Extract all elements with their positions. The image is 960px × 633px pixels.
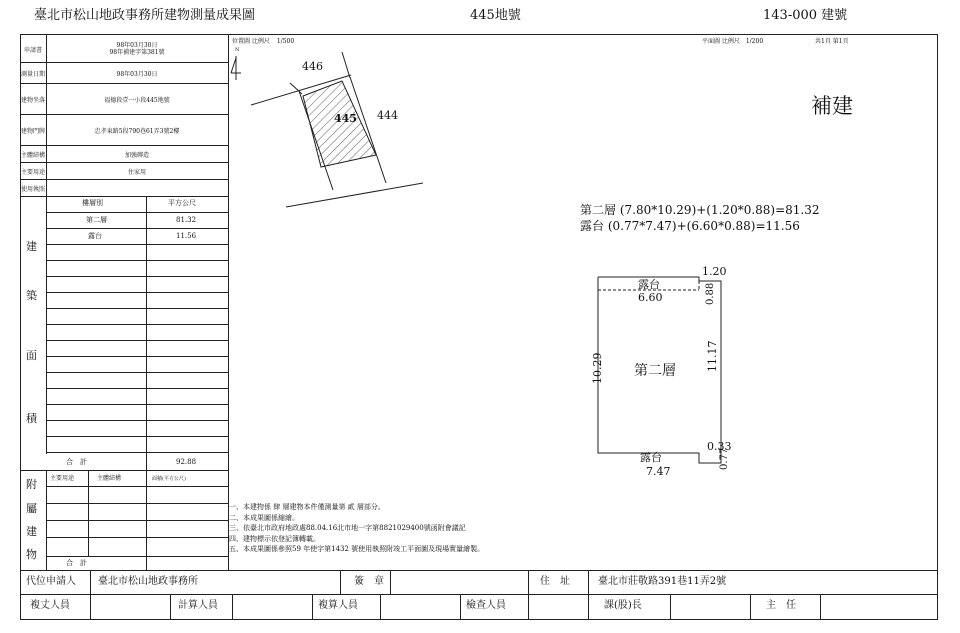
building-number: 143-000 建號 bbox=[763, 8, 848, 23]
note-line: 三、依臺北市政府地政處88.04.16北市地一字第8821029400號函附會議記 bbox=[229, 524, 466, 532]
area-grid-line bbox=[46, 388, 228, 389]
info-value-2: 98年補建字第381號 bbox=[109, 49, 165, 56]
info-label: 建物門牌 bbox=[20, 127, 45, 135]
dim-bottom-right-v: 0.77 bbox=[719, 447, 730, 470]
annex-grid-line bbox=[46, 486, 228, 487]
page-title: 臺北市松山地政事務所建物測量成果圖 bbox=[34, 8, 256, 23]
area-grid-line bbox=[46, 356, 228, 357]
annex-side-char: 物 bbox=[26, 548, 37, 561]
area-grid-line bbox=[46, 372, 228, 373]
info-row-structure bbox=[20, 146, 228, 162]
area-total-label: 合 計 bbox=[66, 458, 87, 466]
dim-right: 11.17 bbox=[706, 340, 719, 372]
staff-label: 課(股)長 bbox=[604, 600, 642, 611]
annex-total-label: 合 計 bbox=[66, 559, 87, 567]
area-grid-line bbox=[46, 244, 228, 245]
annex-col-area: 面積(平方公尺) bbox=[152, 476, 186, 482]
annex-side-char: 附 bbox=[26, 478, 37, 491]
info-value: 98年03月30日 bbox=[116, 41, 158, 49]
info-label: 主要用途 bbox=[20, 168, 45, 176]
dim-bottom-right: 0.33 bbox=[707, 440, 732, 453]
annex-col-struct: 主體結構 bbox=[97, 475, 122, 482]
plan-scale-label: 平面圖 比例尺 1/200 bbox=[702, 38, 764, 45]
info-label: 申請書 bbox=[23, 46, 42, 54]
area-grid-line bbox=[46, 308, 228, 309]
info-value: 98年03月30日 bbox=[116, 70, 158, 78]
area-grid-line bbox=[46, 436, 228, 437]
info-value: 忠孝東路5段790巷61弄3號2樓 bbox=[94, 127, 180, 135]
annex-grid-line bbox=[46, 503, 228, 504]
staff-label: 主 任 bbox=[766, 600, 796, 611]
annex-col-use: 主要用途 bbox=[50, 475, 75, 482]
area-grid-line bbox=[46, 420, 228, 421]
area-grid-line bbox=[46, 260, 228, 261]
parcel-label: 445 bbox=[334, 112, 357, 125]
note-line: 四、建物標示依登記簿轉載。 bbox=[229, 534, 320, 543]
area-grid-line bbox=[46, 228, 228, 229]
annex-grid-line bbox=[46, 537, 228, 538]
info-value: 福德段壹一小段445地號 bbox=[104, 96, 170, 104]
terrace-top-label: 露台 bbox=[638, 278, 660, 291]
note-line: 一、本建物係 肆 層建物本件僅測量第 貳 層部分。 bbox=[229, 503, 385, 511]
area-col-sqm: 平方公尺 bbox=[168, 199, 196, 207]
info-row-usage bbox=[20, 163, 228, 179]
area-grid-line bbox=[46, 324, 228, 325]
annex-grid-line bbox=[46, 556, 228, 557]
info-row-location bbox=[20, 84, 228, 114]
info-row-survey-date bbox=[20, 63, 228, 83]
note-line: 五、本成果圖係參照59 年使字第1432 號使用執照附竣工平面圖及現場實量繪製。 bbox=[229, 545, 485, 553]
dim-top-right: 0.88 bbox=[705, 282, 716, 305]
map-scale-label: 位置圖 比例尺 1/500 bbox=[232, 38, 295, 45]
info-label: 測量日期 bbox=[20, 70, 45, 78]
area-grid-line bbox=[46, 340, 228, 341]
info-value: 住家用 bbox=[127, 168, 146, 176]
area-grid-line bbox=[46, 292, 228, 293]
area-floor: 第二層 bbox=[86, 216, 107, 224]
area-col-floor: 樓層別 bbox=[82, 199, 103, 207]
info-label: 使用執照 bbox=[20, 185, 45, 193]
parcel-label: 446 bbox=[302, 60, 323, 73]
dim-left: 10.29 bbox=[591, 352, 604, 384]
supplement-stamp: 補建 bbox=[811, 94, 853, 118]
area-grid-line bbox=[46, 276, 228, 277]
annex-side-char: 屬 bbox=[26, 502, 37, 515]
note-line: 二、本成果圖係縮繪。 bbox=[229, 513, 299, 522]
area-total-value: 92.88 bbox=[176, 458, 197, 466]
lot-number: 445地號 bbox=[470, 8, 521, 23]
area-value: 81.32 bbox=[176, 216, 197, 224]
area-side-char: 建 bbox=[26, 240, 37, 253]
page-indicator: 共1頁 第1頁 bbox=[815, 38, 849, 45]
room-label: 第二層 bbox=[634, 363, 676, 379]
terrace-bottom-label: 露台 bbox=[640, 451, 662, 464]
area-floor: 露台 bbox=[88, 232, 102, 240]
notes bbox=[229, 502, 484, 555]
area-formula: 露台 (0.77*7.47)+(6.60*0.88)=11.56 bbox=[580, 219, 800, 233]
address-value: 臺北市莊敬路391巷11弄2號 bbox=[598, 576, 727, 587]
info-label: 建物坐落 bbox=[20, 96, 45, 104]
staff-label: 檢查人員 bbox=[466, 600, 506, 611]
dim-top: 1.20 bbox=[702, 265, 727, 278]
area-side-char: 築 bbox=[26, 289, 37, 302]
area-grid-line bbox=[46, 212, 228, 213]
north-arrow-icon bbox=[231, 56, 241, 80]
parcel-label: 444 bbox=[377, 109, 398, 122]
area-grid-line bbox=[46, 404, 228, 405]
area-side-char: 積 bbox=[26, 412, 37, 425]
seal-label: 簽 章 bbox=[354, 576, 384, 587]
staff-label: 複丈人員 bbox=[30, 600, 70, 611]
staff-label: 計算人員 bbox=[178, 600, 218, 611]
info-row-address bbox=[20, 115, 228, 145]
staff-label: 複算人員 bbox=[318, 600, 358, 611]
area-grid-line bbox=[46, 452, 228, 453]
area-formula: 第二層 (7.80*10.29)+(1.20*0.88)=81.32 bbox=[580, 203, 820, 217]
area-value: 11.56 bbox=[176, 232, 197, 240]
north-label: N bbox=[235, 47, 240, 53]
annex-side-char: 建 bbox=[26, 525, 37, 538]
annex-grid-line bbox=[46, 520, 228, 521]
address-label: 住 址 bbox=[540, 576, 570, 587]
info-value: 加強磚造 bbox=[124, 151, 149, 159]
info-row-permit bbox=[20, 180, 228, 196]
location-map bbox=[228, 47, 428, 220]
agent-value: 臺北市松山地政事務所 bbox=[98, 576, 198, 587]
terrace-bottom-width: 7.47 bbox=[646, 465, 671, 478]
info-label: 主體結構 bbox=[20, 151, 45, 159]
area-side-char: 面 bbox=[26, 349, 37, 362]
info-row-application bbox=[20, 36, 228, 62]
terrace-top-width: 6.60 bbox=[638, 291, 663, 304]
agent-label: 代位申請人 bbox=[26, 576, 76, 587]
